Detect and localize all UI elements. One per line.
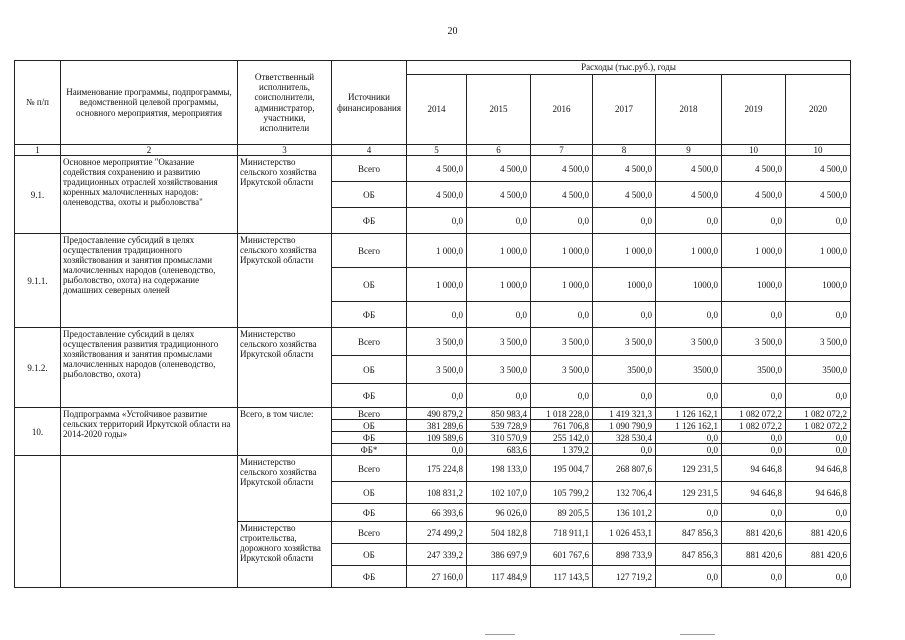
funding-source: Всего: [332, 234, 407, 268]
amount-cell: 175 224,8: [407, 456, 467, 482]
amount-cell: 0,0: [467, 208, 531, 234]
amount-cell: 1 082 072,2: [722, 420, 786, 432]
header-sources: Источники финансирования: [332, 61, 407, 145]
amount-cell: 1 018 228,0: [531, 408, 593, 420]
amount-cell: 117 143,5: [531, 566, 593, 588]
row-number-empty: [15, 456, 61, 588]
amount-cell: 0,0: [786, 302, 851, 328]
amount-cell: 3 500,0: [467, 328, 531, 356]
funding-source: Всего: [332, 522, 407, 544]
row-executor: Всего, в том числе:: [238, 408, 332, 456]
column-number: 5: [407, 145, 467, 156]
amount-cell: 381 289,6: [407, 420, 467, 432]
amount-cell: 328 530,4: [593, 432, 656, 444]
amount-cell: 4 500,0: [407, 156, 467, 182]
amount-cell: 132 706,4: [593, 482, 656, 504]
amount-cell: 1 000,0: [467, 268, 531, 302]
row-number: 10.: [15, 408, 61, 456]
amount-cell: 881 420,6: [722, 544, 786, 566]
amount-cell: 109 589,6: [407, 432, 467, 444]
amount-cell: 0,0: [656, 432, 722, 444]
column-number: 6: [467, 145, 531, 156]
amount-cell: 0,0: [656, 384, 722, 408]
amount-cell: 1 000,0: [593, 234, 656, 268]
amount-cell: 0,0: [656, 444, 722, 456]
amount-cell: 1 000,0: [467, 234, 531, 268]
header-expenses: Расходы (тыс.руб.), годы: [407, 61, 851, 75]
amount-cell: 195 004,7: [531, 456, 593, 482]
amount-cell: 3 500,0: [531, 356, 593, 384]
amount-cell: 1 000,0: [531, 268, 593, 302]
amount-cell: 4 500,0: [656, 156, 722, 182]
column-number: 3: [238, 145, 332, 156]
amount-cell: 4 500,0: [593, 156, 656, 182]
amount-cell: 108 831,2: [407, 482, 467, 504]
funding-source: ОБ: [332, 268, 407, 302]
table-row: [15, 408, 851, 420]
amount-cell: 0,0: [722, 504, 786, 522]
amount-cell: 1 090 790,9: [593, 420, 656, 432]
amount-cell: 761 706,8: [531, 420, 593, 432]
amount-cell: 1 000,0: [786, 234, 851, 268]
amount-cell: 3 500,0: [656, 328, 722, 356]
amount-cell: 850 983,4: [467, 408, 531, 420]
amount-cell: 0,0: [786, 384, 851, 408]
amount-cell: 4 500,0: [786, 182, 851, 208]
amount-cell: 94 646,8: [786, 482, 851, 504]
header-year: 2015: [467, 75, 531, 145]
amount-cell: 0,0: [786, 504, 851, 522]
funding-source: Всего: [332, 328, 407, 356]
amount-cell: 0,0: [407, 302, 467, 328]
row-name: Подпрограмма «Устойчивое развитие сельских территорий Иркутской области на 2014-2020 годы»: [61, 408, 238, 456]
amount-cell: 0,0: [722, 384, 786, 408]
row-executor: Министерство сельского хозяйства Иркутской области: [238, 328, 332, 408]
column-number: 4: [332, 145, 407, 156]
funding-source: ФБ: [332, 432, 407, 444]
amount-cell: 96 026,0: [467, 504, 531, 522]
column-numbers-row: [15, 145, 851, 156]
amount-cell: 0,0: [531, 384, 593, 408]
amount-cell: 1 082 072,2: [786, 408, 851, 420]
column-number: 2: [61, 145, 238, 156]
amount-cell: 0,0: [722, 566, 786, 588]
funding-source: ФБ: [332, 208, 407, 234]
amount-cell: 3 500,0: [531, 328, 593, 356]
header-year: 2014: [407, 75, 467, 145]
row-number: 9.1.2.: [15, 328, 61, 408]
amount-cell: 0,0: [722, 444, 786, 456]
budget-table: [14, 60, 851, 588]
amount-cell: 4 500,0: [786, 156, 851, 182]
amount-cell: 0,0: [593, 444, 656, 456]
header-executor: Ответственный исполнитель, соисполнители, администратор, участники, исполнители: [238, 61, 332, 145]
amount-cell: 1 000,0: [407, 268, 467, 302]
amount-cell: 1 379,2: [531, 444, 593, 456]
amount-cell: 89 205,5: [531, 504, 593, 522]
table-row: [15, 234, 851, 268]
table-row: [15, 456, 851, 482]
amount-cell: 0,0: [786, 432, 851, 444]
amount-cell: 0,0: [593, 302, 656, 328]
amount-cell: 1000,0: [593, 268, 656, 302]
funding-source: ФБ: [332, 566, 407, 588]
amount-cell: 0,0: [786, 444, 851, 456]
funding-source: ФБ*: [332, 444, 407, 456]
funding-source: ОБ: [332, 420, 407, 432]
amount-cell: 198 133,0: [467, 456, 531, 482]
amount-cell: 136 101,2: [593, 504, 656, 522]
amount-cell: 129 231,5: [656, 482, 722, 504]
amount-cell: 1000,0: [786, 268, 851, 302]
amount-cell: 1 126 162,1: [656, 420, 722, 432]
funding-source: Всего: [332, 456, 407, 482]
amount-cell: 601 767,6: [531, 544, 593, 566]
amount-cell: 0,0: [722, 302, 786, 328]
amount-cell: 0,0: [407, 208, 467, 234]
amount-cell: 129 231,5: [656, 456, 722, 482]
amount-cell: 0,0: [722, 432, 786, 444]
row-name-empty: [61, 456, 238, 588]
amount-cell: 683,6: [467, 444, 531, 456]
row-name: Предоставление субсидий в целях осуществления развития традиционного хозяйствования и занятия промыслами малочисленных народов (оленеводство, рыболовство, охота): [61, 328, 238, 408]
column-number: 10: [786, 145, 851, 156]
amount-cell: 847 856,3: [656, 544, 722, 566]
amount-cell: 4 500,0: [531, 182, 593, 208]
amount-cell: 847 856,3: [656, 522, 722, 544]
amount-cell: 0,0: [531, 302, 593, 328]
funding-source: Всего: [332, 408, 407, 420]
row-executor: Министерство сельского хозяйства Иркутской области: [238, 156, 332, 234]
amount-cell: 3500,0: [593, 356, 656, 384]
amount-cell: 539 728,9: [467, 420, 531, 432]
header-year: 2016: [531, 75, 593, 145]
amount-cell: 0,0: [593, 208, 656, 234]
funding-source: ФБ: [332, 302, 407, 328]
header-name: Наименование программы, подпрограммы, ведомственной целевой программы, основного мероприятия, мероприятия: [61, 61, 238, 145]
amount-cell: 1 082 072,2: [722, 408, 786, 420]
amount-cell: 27 160,0: [407, 566, 467, 588]
amount-cell: 3500,0: [786, 356, 851, 384]
funding-source: ФБ: [332, 504, 407, 522]
amount-cell: 4 500,0: [593, 182, 656, 208]
amount-cell: 3 500,0: [786, 328, 851, 356]
amount-cell: 881 420,6: [722, 522, 786, 544]
column-number: 1: [15, 145, 61, 156]
amount-cell: 1 026 453,1: [593, 522, 656, 544]
row-name: Основное мероприятие "Оказание содействия сохранению и развитию традиционных отраслей хозяйствования коренных малочисленных народов: оленеводства, охоты и рыболовства": [61, 156, 238, 234]
page-number: 20: [447, 26, 458, 37]
row-name: Предоставление субсидий в целях осуществления традиционного хозяйствования и занятия промыслами малочисленных народов (оленеводство, рыболовство, охота) на содержание домашних северных оленей: [61, 234, 238, 328]
amount-cell: 0,0: [467, 302, 531, 328]
amount-cell: 0,0: [786, 566, 851, 588]
amount-cell: 0,0: [467, 384, 531, 408]
amount-cell: 1 000,0: [531, 234, 593, 268]
amount-cell: 268 807,6: [593, 456, 656, 482]
amount-cell: 1 000,0: [722, 234, 786, 268]
amount-cell: 66 393,6: [407, 504, 467, 522]
amount-cell: 94 646,8: [786, 456, 851, 482]
amount-cell: 1 000,0: [407, 234, 467, 268]
column-number: 9: [656, 145, 722, 156]
funding-source: ОБ: [332, 182, 407, 208]
amount-cell: 4 500,0: [467, 182, 531, 208]
amount-cell: 1 419 321,3: [593, 408, 656, 420]
amount-cell: 4 500,0: [722, 156, 786, 182]
amount-cell: 3 500,0: [407, 328, 467, 356]
row-executor: Министерство сельского хозяйства Иркутской области: [238, 456, 332, 522]
footer-scan-marks: [0, 632, 905, 640]
row-number: 9.1.: [15, 156, 61, 234]
amount-cell: 0,0: [722, 208, 786, 234]
amount-cell: 0,0: [656, 302, 722, 328]
row-executor: Министерство строительства, дорожного хозяйства Иркутской области: [238, 522, 332, 588]
funding-source: ОБ: [332, 356, 407, 384]
amount-cell: 1 082 072,2: [786, 420, 851, 432]
amount-cell: 4 500,0: [531, 156, 593, 182]
amount-cell: 0,0: [407, 384, 467, 408]
amount-cell: 718 911,1: [531, 522, 593, 544]
amount-cell: 386 697,9: [467, 544, 531, 566]
header-year: 2020: [786, 75, 851, 145]
amount-cell: 1000,0: [656, 268, 722, 302]
amount-cell: 490 879,2: [407, 408, 467, 420]
amount-cell: 4 500,0: [722, 182, 786, 208]
amount-cell: 0,0: [593, 384, 656, 408]
amount-cell: 504 182,8: [467, 522, 531, 544]
amount-cell: 310 570,9: [467, 432, 531, 444]
header-year: 2018: [656, 75, 722, 145]
table-row: [15, 328, 851, 356]
amount-cell: 117 484,9: [467, 566, 531, 588]
header-year: 2017: [593, 75, 656, 145]
column-number: 7: [531, 145, 593, 156]
amount-cell: 0,0: [656, 566, 722, 588]
amount-cell: 4 500,0: [407, 182, 467, 208]
amount-cell: 102 107,0: [467, 482, 531, 504]
amount-cell: 3 500,0: [407, 356, 467, 384]
amount-cell: 898 733,9: [593, 544, 656, 566]
table-row: [15, 156, 851, 182]
amount-cell: 0,0: [531, 208, 593, 234]
amount-cell: 94 646,8: [722, 482, 786, 504]
amount-cell: 3500,0: [722, 356, 786, 384]
amount-cell: 274 499,2: [407, 522, 467, 544]
amount-cell: 105 799,2: [531, 482, 593, 504]
row-executor: Министерство сельского хозяйства Иркутской области: [238, 234, 332, 328]
amount-cell: 3500,0: [656, 356, 722, 384]
amount-cell: 0,0: [656, 504, 722, 522]
amount-cell: 3 500,0: [593, 328, 656, 356]
amount-cell: 0,0: [786, 208, 851, 234]
amount-cell: 0,0: [656, 208, 722, 234]
funding-source: ФБ: [332, 384, 407, 408]
amount-cell: 255 142,0: [531, 432, 593, 444]
amount-cell: 4 500,0: [656, 182, 722, 208]
amount-cell: 127 719,2: [593, 566, 656, 588]
amount-cell: 1000,0: [722, 268, 786, 302]
column-number: 8: [593, 145, 656, 156]
funding-source: Всего: [332, 156, 407, 182]
amount-cell: 94 646,8: [722, 456, 786, 482]
amount-cell: 247 339,2: [407, 544, 467, 566]
amount-cell: 881 420,6: [786, 522, 851, 544]
header-year: 2019: [722, 75, 786, 145]
amount-cell: 1 126 162,1: [656, 408, 722, 420]
amount-cell: 881 420,6: [786, 544, 851, 566]
amount-cell: 0,0: [407, 444, 467, 456]
amount-cell: 3 500,0: [467, 356, 531, 384]
funding-source: ОБ: [332, 544, 407, 566]
funding-source: ОБ: [332, 482, 407, 504]
amount-cell: 4 500,0: [467, 156, 531, 182]
row-number: 9.1.1.: [15, 234, 61, 328]
amount-cell: 1 000,0: [656, 234, 722, 268]
header-num: № п/п: [15, 61, 61, 145]
column-number: 10: [722, 145, 786, 156]
amount-cell: 3 500,0: [722, 328, 786, 356]
